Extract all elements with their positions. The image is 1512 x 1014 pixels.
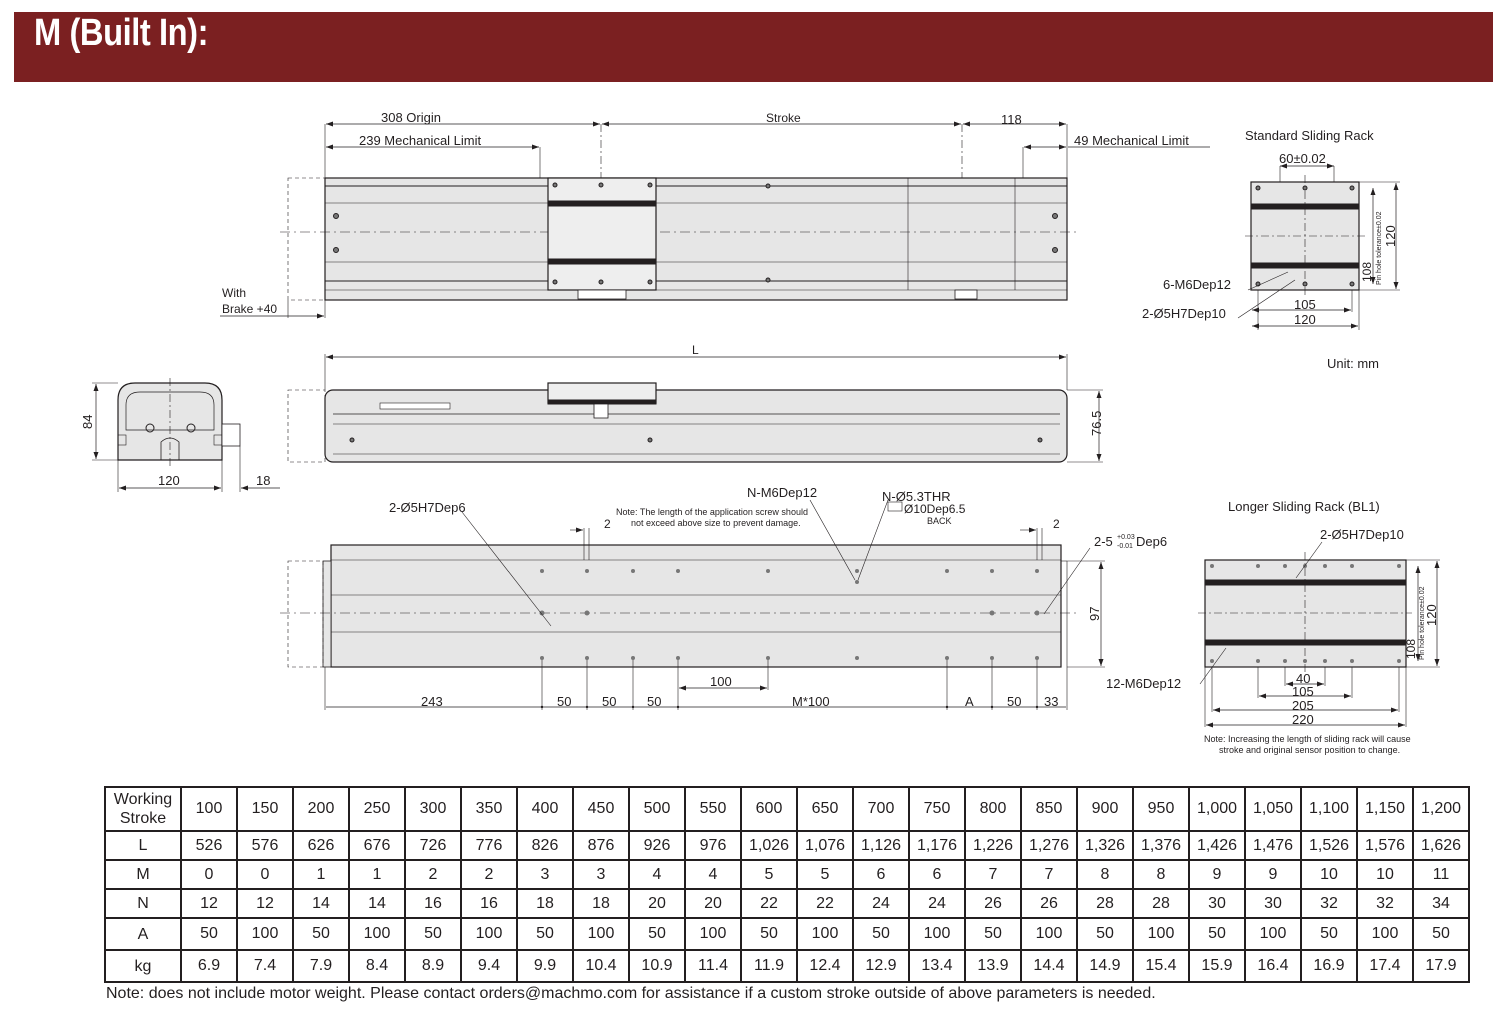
table-cell: 10.9: [629, 950, 685, 982]
table-row: [105, 860, 1469, 889]
table-cell: 50: [1301, 918, 1357, 950]
longer-rack-dim-108: 108: [1404, 638, 1418, 659]
table-cell: 50: [965, 918, 1021, 950]
table-cell: 34: [1413, 889, 1469, 918]
standard-rack-dim-108: 108: [1360, 261, 1374, 282]
longer-rack-title: Longer Sliding Rack (BL1): [1228, 499, 1380, 514]
table-cell: 18: [517, 889, 573, 918]
stroke-cell: 100: [181, 787, 237, 831]
table-cell: 28: [1077, 889, 1133, 918]
longer-rack-dim-120: 120: [1424, 604, 1439, 626]
dim-50-c: 50: [647, 694, 662, 709]
table-cell: 13.4: [909, 950, 965, 982]
stroke-cell: 900: [1077, 787, 1133, 831]
dim-243: 243: [421, 694, 443, 709]
table-cell: 7.9: [293, 950, 349, 982]
slot-tolerance-lower: -0.01: [1117, 543, 1133, 550]
dim-50-d: 50: [1007, 694, 1022, 709]
table-cell: 5: [797, 860, 853, 889]
table-cell: 626: [293, 831, 349, 860]
stroke-cell: 1,050: [1245, 787, 1301, 831]
table-cell: 17.4: [1357, 950, 1413, 982]
table-cell: 8.4: [349, 950, 405, 982]
table-cell: 15.9: [1189, 950, 1245, 982]
stroke-cell: 200: [293, 787, 349, 831]
stroke-label: Stroke: [119, 810, 167, 827]
table-cell: 24: [853, 889, 909, 918]
table-cell: 20: [685, 889, 741, 918]
table-cell: 1,076: [797, 831, 853, 860]
table-cell: 1,576: [1357, 831, 1413, 860]
table-cell: 1,276: [1021, 831, 1077, 860]
table-cell: 26: [1021, 889, 1077, 918]
standard-rack-hole-note: 6-M6Dep12: [1163, 277, 1231, 292]
table-cell: 776: [461, 831, 517, 860]
longer-rack-note-line1: Note: Increasing the length of sliding rack will cause: [1204, 734, 1411, 744]
table-cell: 7: [965, 860, 1021, 889]
table-cell: 526: [181, 831, 237, 860]
longer-rack-note-line2: stroke and original sensor position to change.: [1219, 745, 1401, 755]
table-cell: 30: [1245, 889, 1301, 918]
table-cell: 12: [237, 889, 293, 918]
table-cell: 22: [741, 889, 797, 918]
table-cell: 1,126: [853, 831, 909, 860]
working-label: Working: [113, 791, 173, 808]
stroke-dim-label: Stroke: [766, 111, 801, 125]
top-view: [220, 124, 1210, 318]
right-end-dim-label: 118: [1001, 112, 1022, 127]
stroke-cell: 250: [349, 787, 405, 831]
pin-left-label: 2-Ø5H7Dep6: [389, 500, 466, 515]
table-cell: 100: [1133, 918, 1189, 950]
back-label: BACK: [927, 516, 952, 526]
stroke-cell: 1,100: [1301, 787, 1357, 831]
unit-label: Unit: mm: [1327, 356, 1379, 371]
table-cell: 16: [461, 889, 517, 918]
table-row: [105, 831, 1469, 860]
stroke-cell: 850: [1021, 787, 1077, 831]
table-cell: 20: [629, 889, 685, 918]
table-cell: 15.4: [1133, 950, 1189, 982]
table-cell: 576: [237, 831, 293, 860]
table-cell: 50: [629, 918, 685, 950]
table-cell: 50: [405, 918, 461, 950]
table-cell: 5: [741, 860, 797, 889]
table-cell: 13.9: [965, 950, 1021, 982]
table-cell: 4: [685, 860, 741, 889]
end-offset-label: 18: [256, 473, 271, 488]
table-row: [105, 950, 1469, 982]
standard-rack-dim-105: 105: [1294, 297, 1316, 312]
end-view: [92, 378, 280, 492]
table-cell: 50: [1189, 918, 1245, 950]
dim-A: A: [965, 694, 974, 709]
table-cell: 4: [629, 860, 685, 889]
table-cell: 50: [741, 918, 797, 950]
table-cell: 10: [1357, 860, 1413, 889]
stroke-cell: 300: [405, 787, 461, 831]
stroke-cell: 1,200: [1413, 787, 1469, 831]
table-cell: 11.9: [741, 950, 797, 982]
stroke-cell: 150: [237, 787, 293, 831]
table-cell: 6: [853, 860, 909, 889]
brake-label-line2: Brake +40: [222, 302, 278, 316]
table-cell: 100: [909, 918, 965, 950]
bottom-view: [280, 500, 1105, 710]
table-cell: 50: [1413, 918, 1469, 950]
table-cell: 18: [573, 889, 629, 918]
table-cell: 9: [1189, 860, 1245, 889]
table-cell: 100: [1245, 918, 1301, 950]
table-cell: 10: [1301, 860, 1357, 889]
page-title: M (Built In):: [34, 12, 209, 54]
specs-table: [104, 786, 1470, 983]
row-header: L: [105, 831, 181, 860]
stroke-cell: 650: [797, 787, 853, 831]
length-L-label: L: [692, 343, 699, 357]
table-cell: 1,526: [1301, 831, 1357, 860]
table-cell: 676: [349, 831, 405, 860]
table-cell: 926: [629, 831, 685, 860]
table-cell: 876: [573, 831, 629, 860]
screw-note-line2: not exceed above size to prevent damage.: [631, 518, 801, 528]
gap-left-label: 2: [604, 517, 611, 531]
table-cell: 50: [517, 918, 573, 950]
table-cell: 14: [349, 889, 405, 918]
table-cell: 7: [1021, 860, 1077, 889]
stroke-cell: 500: [629, 787, 685, 831]
table-cell: 17.9: [1413, 950, 1469, 982]
slot-tolerance-upper: +0.03: [1117, 534, 1135, 541]
counterbore-label: Ø10Dep6.5: [904, 502, 966, 516]
stroke-cell: 400: [517, 787, 573, 831]
n-m6-label: N-M6Dep12: [747, 485, 818, 500]
table-cell: 826: [517, 831, 573, 860]
dim-m100: M*100: [792, 694, 830, 709]
standard-rack-dim-120-vertical: 120: [1383, 225, 1398, 247]
table-cell: 50: [181, 918, 237, 950]
longer-rack-tolerance: Pin hole tolerance±0.02: [1419, 586, 1426, 660]
mech-limit-right-label: 49 Mechanical Limit: [1074, 133, 1189, 148]
table-cell: 3: [573, 860, 629, 889]
table-cell: 0: [237, 860, 293, 889]
table-row: [105, 918, 1469, 950]
table-cell: 1: [293, 860, 349, 889]
brake-label-line1: With: [222, 286, 246, 300]
stroke-cell: 450: [573, 787, 629, 831]
table-cell: 26: [965, 889, 1021, 918]
row-header: N: [105, 889, 181, 918]
table-cell: 14.9: [1077, 950, 1133, 982]
table-cell: 14.4: [1021, 950, 1077, 982]
table-row: [105, 889, 1469, 918]
table-cell: 100: [573, 918, 629, 950]
stroke-cell: 1,000: [1189, 787, 1245, 831]
stroke-cell: 700: [853, 787, 909, 831]
side-height-label: 76.5: [1089, 410, 1104, 436]
stroke-cell: 600: [741, 787, 797, 831]
table-cell: 14: [293, 889, 349, 918]
table-cell: 10.4: [573, 950, 629, 982]
footnote: Note: does not include motor weight. Please contact orders@machmo.com for assistance if a custom stroke outside of above parameters is needed.: [106, 985, 1156, 1002]
row-header: A: [105, 918, 181, 950]
screw-note-line1: Note: The length of the application screw should: [616, 507, 808, 517]
longer-rack-dim-205: 205: [1292, 698, 1314, 713]
table-cell: 1: [349, 860, 405, 889]
longer-rack-dim-220: 220: [1292, 712, 1314, 727]
stroke-cell: 550: [685, 787, 741, 831]
stroke-cell: 750: [909, 787, 965, 831]
table-cell: 32: [1301, 889, 1357, 918]
table-cell: 8.9: [405, 950, 461, 982]
table-cell: 1,426: [1189, 831, 1245, 860]
table-cell: 1,226: [965, 831, 1021, 860]
longer-rack-view: [1198, 542, 1440, 727]
row-header-working-stroke: [105, 787, 181, 831]
table-cell: 50: [1077, 918, 1133, 950]
dim-50-a: 50: [557, 694, 572, 709]
table-cell: 50: [293, 918, 349, 950]
table-cell: 3: [517, 860, 573, 889]
table-cell: 12.9: [853, 950, 909, 982]
standard-rack-pin-note: 2-Ø5H7Dep10: [1142, 306, 1226, 321]
origin-dim-label: 308 Origin: [381, 110, 441, 125]
table-cell: 8: [1077, 860, 1133, 889]
table-cell: 16.9: [1301, 950, 1357, 982]
end-width-label: 120: [158, 473, 180, 488]
table-cell: 1,176: [909, 831, 965, 860]
table-cell: 100: [685, 918, 741, 950]
table-cell: 7.4: [237, 950, 293, 982]
table-cell: 100: [1357, 918, 1413, 950]
table-cell: 32: [1357, 889, 1413, 918]
dim-50-b: 50: [602, 694, 617, 709]
end-height-label: 84: [80, 414, 95, 429]
table-cell: 11.4: [685, 950, 741, 982]
table-cell: 1,026: [741, 831, 797, 860]
table-cell: 1,626: [1413, 831, 1469, 860]
table-cell: 16.4: [1245, 950, 1301, 982]
bottom-height-label: 97: [1087, 606, 1102, 621]
table-cell: 16: [405, 889, 461, 918]
table-cell: 100: [797, 918, 853, 950]
table-cell: 2: [461, 860, 517, 889]
table-cell: 100: [349, 918, 405, 950]
row-header: M: [105, 860, 181, 889]
table-cell: 2: [405, 860, 461, 889]
table-cell: 100: [1021, 918, 1077, 950]
table-cell: 1,376: [1133, 831, 1189, 860]
dim-33: 33: [1044, 694, 1059, 709]
table-cell: 9.4: [461, 950, 517, 982]
table-cell: 726: [405, 831, 461, 860]
longer-rack-hole-note: 12-M6Dep12: [1106, 676, 1182, 691]
gap-right-label: 2: [1053, 517, 1060, 531]
table-cell: 1,476: [1245, 831, 1301, 860]
table-header-row: [105, 787, 1469, 831]
table-cell: 6: [909, 860, 965, 889]
table-cell: 0: [181, 860, 237, 889]
standard-rack-dim-60: 60±0.02: [1279, 151, 1326, 166]
table-cell: 100: [461, 918, 517, 950]
table-cell: 9.9: [517, 950, 573, 982]
table-cell: 9: [1245, 860, 1301, 889]
stroke-cell: 1,150: [1357, 787, 1413, 831]
stroke-cell: 800: [965, 787, 1021, 831]
table-cell: 22: [797, 889, 853, 918]
pitch-label: 100: [710, 674, 732, 689]
table-cell: 11: [1413, 860, 1469, 889]
table-cell: 30: [1189, 889, 1245, 918]
longer-rack-dim-105: 105: [1292, 684, 1314, 699]
n-53-label: N-Ø5.3THR: [882, 489, 951, 504]
standard-rack-title: Standard Sliding Rack: [1245, 128, 1374, 143]
longer-rack-dim-40: 40: [1296, 671, 1311, 686]
standard-rack-tolerance: Pin hole tolerance±0.02: [1376, 211, 1383, 285]
stroke-cell: 350: [461, 787, 517, 831]
slot-depth-label: Dep6: [1136, 534, 1168, 549]
table-cell: 976: [685, 831, 741, 860]
table-cell: 8: [1133, 860, 1189, 889]
table-cell: 50: [853, 918, 909, 950]
table-cell: 12.4: [797, 950, 853, 982]
table-cell: 6.9: [181, 950, 237, 982]
standard-rack-dim-120: 120: [1294, 312, 1316, 327]
table-cell: 12: [181, 889, 237, 918]
table-cell: 28: [1133, 889, 1189, 918]
table-cell: 1,326: [1077, 831, 1133, 860]
stroke-cell: 950: [1133, 787, 1189, 831]
table-cell: 24: [909, 889, 965, 918]
row-header: kg: [105, 950, 181, 982]
longer-rack-pin-note: 2-Ø5H7Dep10: [1320, 527, 1404, 542]
mech-limit-left-label: 239 Mechanical Limit: [359, 133, 482, 148]
side-view: [288, 354, 1103, 462]
table-cell: 100: [237, 918, 293, 950]
slot-label: 2-5: [1094, 534, 1113, 549]
